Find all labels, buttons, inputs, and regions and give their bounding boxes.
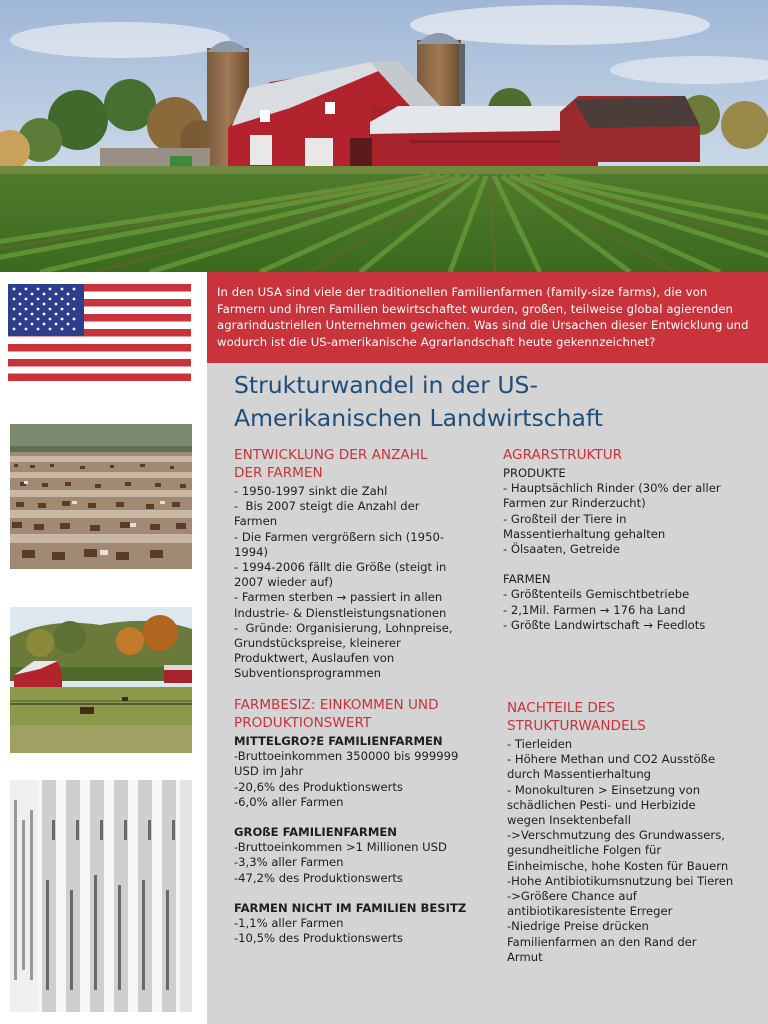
- list-item: Einheimische, hohe Kosten für Bauern: [507, 858, 729, 873]
- intro-box: [207, 272, 768, 363]
- list-item: antibiotikaresistente Erreger: [507, 904, 673, 919]
- list-item: - 1950-1997 sinkt die Zahl: [234, 484, 388, 498]
- list-item: - 1994-2006 fällt die Größe (steigt in: [234, 560, 447, 575]
- list-item: Massentierhaltung gehalten: [503, 526, 666, 541]
- list-item: - Die Farmen vergrößern sich (1950-: [234, 529, 444, 544]
- list-item: - Gründe: Organisierung, Lohnpreise,: [234, 620, 453, 635]
- farm-hero-photo: [0, 0, 768, 272]
- heading-nachteile: [507, 699, 646, 735]
- list-item: 2007 wieder auf): [234, 575, 334, 590]
- list-item: - Bis 2007 steigt die Anzahl der: [234, 499, 420, 514]
- list-item: durch Massentierhaltung: [507, 767, 652, 782]
- list-item: - Tierleiden: [507, 737, 573, 751]
- list-item: - Größte Landwirtschaft → Feedlots: [503, 617, 706, 632]
- label-farmen: FARMEN: [503, 572, 551, 587]
- list-item: - Großteil der Tiere in: [503, 511, 627, 526]
- heading-entwicklung-line-1: ENTWICKLUNG DER ANZAHL: [234, 447, 428, 463]
- list-item: Produktwert, Auslaufen von: [234, 651, 395, 666]
- heading-entwicklung-line-2: DER FARMEN: [234, 465, 323, 481]
- list-item: Industrie- & Dienstleistungsnationen: [234, 605, 447, 620]
- heading-entwicklung: [234, 446, 428, 482]
- list-item: USD im Jahr: [234, 764, 304, 779]
- list-item: Grundstückspreise, kleinerer: [234, 636, 401, 651]
- feedlot-cattle-photo: [10, 424, 192, 569]
- statistics-table-image: [10, 780, 192, 1012]
- heading-farmbesitz-line-2: PRODUKTIONSWERT: [234, 715, 372, 731]
- list-item: 1994): [234, 544, 269, 559]
- label-mittelgrosse-familienfarmen: MITTELGRO?E FAMILIENFARMEN: [234, 734, 443, 748]
- list-item: ->Größere Chance auf: [507, 889, 637, 904]
- heading-nachteile-line-2: STRUKTURWANDELS: [507, 718, 646, 734]
- heading-agrarstruktur: AGRARSTRUKTUR: [503, 447, 623, 463]
- intro-text: In den USA sind viele der traditionellen Familienfarmen (family-size farms), die von Farmern und ihren Familien bewirtschaftet wurden, großen, teilweise global agierenden agrarindustriellen Unternehmen gewichen. Was sind die Ursachen dieser Entwicklung und wodurch ist die US-amerikanische Agrarlandschaft heute gekennzeichnet?: [217, 285, 749, 349]
- red-barn-pasture-photo: [10, 607, 192, 753]
- label-grosse-familienfarmen: GROßE FAMILIENFARMEN: [234, 825, 397, 840]
- page-title: [234, 369, 734, 435]
- heading-farmbesitz: [234, 696, 439, 732]
- list-item: -6,0% aller Farmen: [234, 794, 344, 809]
- list-item: - Monokulturen > Einsetzung von: [507, 782, 701, 797]
- list-item: -3,3% aller Farmen: [234, 855, 344, 870]
- title-line-2: Amerikanischen Landwirtschaft: [234, 404, 603, 432]
- list-item: - Hauptsächlich Rinder (30% der aller: [503, 481, 721, 496]
- list-item: schädlichen Pesti- und Herbizide: [507, 797, 696, 812]
- us-flag-image: [8, 284, 191, 381]
- list-item: -20,6% des Produktionswerts: [234, 779, 403, 794]
- heading-farmbesitz-line-1: FARMBESIZ: EINKOMMEN UND: [234, 697, 439, 713]
- content-panel: [207, 363, 768, 1024]
- list-item: -Bruttoeinkommen >1 Millionen USD: [234, 840, 447, 855]
- list-item: gesundheitliche Folgen für: [507, 843, 662, 858]
- list-item: ->Verschmutzung des Grundwassers,: [507, 828, 725, 843]
- heading-nachteile-line-1: NACHTEILE DES: [507, 700, 616, 716]
- list-nachteile: [507, 737, 762, 965]
- list-item: Familienfarmen an den Rand der: [507, 934, 697, 949]
- list-item: - Größtenteils Gemischtbetriebe: [503, 587, 690, 602]
- list-item: Subventionsprogrammen: [234, 666, 381, 681]
- list-item: - Farmen sterben → passiert in allen: [234, 590, 443, 605]
- list-item: - Ölsaaten, Getreide: [503, 542, 620, 557]
- list-item: -47,2% des Produktionswerts: [234, 870, 403, 885]
- list-entwicklung: [234, 484, 474, 682]
- left-image-column: [0, 272, 207, 1024]
- list-item: Farmen zur Rinderzucht): [503, 496, 646, 511]
- title-line-1: Strukturwandel in der US-: [234, 371, 538, 399]
- list-item: -10,5% des Produktionswerts: [234, 931, 403, 946]
- list-item: Farmen: [234, 514, 278, 529]
- list-agrarstruktur: [503, 466, 753, 633]
- list-item: -Hohe Antibiotikumsnutzung bei Tieren: [507, 873, 734, 888]
- label-farmen-nicht-familienbesitz: FARMEN NICHT IM FAMILIEN BESITZ: [234, 900, 467, 915]
- list-item: -1,1% aller Farmen: [234, 916, 344, 931]
- list-item: -Bruttoeinkommen 350000 bis 999999: [234, 749, 459, 764]
- list-item: - 2,1Mil. Farmen → 176 ha Land: [503, 602, 686, 617]
- label-produkte: PRODUKTE: [503, 466, 566, 480]
- list-item: wegen Insektenbefall: [507, 813, 631, 828]
- list-farmbesitz: [234, 734, 484, 946]
- list-item: -Niedrige Preise drücken: [507, 919, 649, 934]
- list-item: Armut: [507, 949, 543, 964]
- list-item: - Höhere Methan und CO2 Ausstöße: [507, 752, 716, 767]
